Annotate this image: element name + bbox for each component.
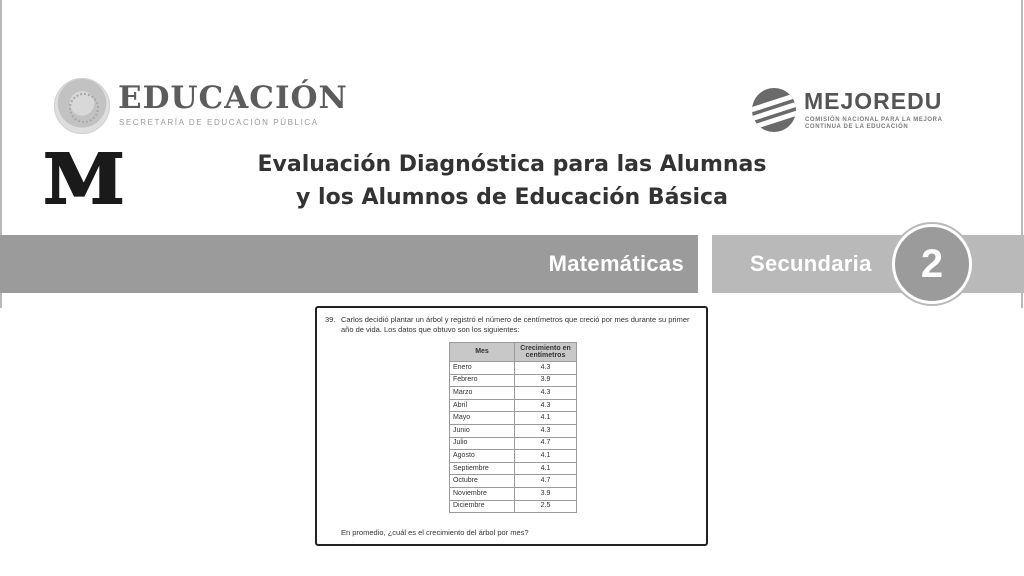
growth-cell: 4.1 (515, 462, 577, 475)
growth-cell: 4.3 (515, 387, 577, 400)
month-cell: Junio (450, 424, 515, 437)
table-row (450, 462, 577, 475)
mejoredu-mark-icon (752, 88, 796, 132)
m-logo-letter: M (43, 140, 125, 220)
page-title-line-1: Evaluación Diagnóstica para las Alumnas (257, 152, 767, 177)
level-banner (712, 235, 1024, 293)
table-row (450, 387, 577, 400)
growth-cell: 4.7 (515, 475, 577, 488)
table-header-row (450, 343, 577, 362)
growth-cell: 4.3 (515, 399, 577, 412)
national-seal-icon (54, 78, 110, 134)
column-header-month: Mes (450, 343, 515, 362)
subject-banner (0, 235, 698, 293)
month-cell: Septiembre (450, 462, 515, 475)
table-row (450, 437, 577, 450)
growth-cell: 4.3 (515, 362, 577, 375)
question-text: Carlos decidió plantar un árbol y registró el número de centímetros que creció por mes durante su primer año de vida. Los datos que obtuvo son los siguientes: (341, 315, 690, 334)
question-number: 39. (325, 315, 336, 324)
mejoredu-logo-subtitle: COMISIÓN NACIONAL PARA LA MEJORA CONTINUA DE LA EDUCACIÓN (805, 117, 943, 130)
month-cell: Agosto (450, 450, 515, 463)
growth-table (449, 342, 577, 513)
column-header-growth: Crecimiento en centímetros (515, 343, 577, 362)
table-row (450, 475, 577, 488)
table-row (450, 424, 577, 437)
question-prompt: En promedio, ¿cuál es el crecimiento del árbol por mes? (341, 528, 529, 537)
level-label: Secundaria (750, 251, 872, 276)
month-cell: Diciembre (450, 500, 515, 513)
sep-logo-subtitle: SECRETARÍA DE EDUCACIÓN PÚBLICA (119, 118, 319, 127)
mejoredu-logo (752, 88, 962, 134)
table-row (450, 399, 577, 412)
grade-badge (892, 224, 972, 304)
table-row (450, 412, 577, 425)
growth-cell: 4.3 (515, 424, 577, 437)
mejoredu-logo-title: MEJOREDU (804, 88, 943, 114)
month-cell: Abril (450, 399, 515, 412)
m-block-logo (43, 140, 125, 220)
table-row (450, 450, 577, 463)
sep-logo-title: EDUCACIÓN (118, 80, 348, 116)
question-card (315, 306, 708, 546)
page-title (200, 148, 824, 214)
table-row (450, 487, 577, 500)
sep-logo (54, 78, 354, 134)
table-row (450, 500, 577, 513)
growth-cell: 4.1 (515, 450, 577, 463)
table-row (450, 374, 577, 387)
subject-label: Matemáticas (548, 251, 684, 276)
growth-cell: 4.1 (515, 412, 577, 425)
growth-cell: 3.9 (515, 374, 577, 387)
grade-number: 2 (920, 241, 944, 286)
growth-cell: 4.7 (515, 437, 577, 450)
month-cell: Noviembre (450, 487, 515, 500)
month-cell: Julio (450, 437, 515, 450)
growth-cell: 2.5 (515, 500, 577, 513)
table-row (450, 362, 577, 375)
growth-cell: 3.9 (515, 487, 577, 500)
month-cell: Octubre (450, 475, 515, 488)
month-cell: Febrero (450, 374, 515, 387)
page-title-line-2: y los Alumnos de Educación Básica (296, 185, 728, 210)
month-cell: Mayo (450, 412, 515, 425)
month-cell: Marzo (450, 387, 515, 400)
month-cell: Enero (450, 362, 515, 375)
